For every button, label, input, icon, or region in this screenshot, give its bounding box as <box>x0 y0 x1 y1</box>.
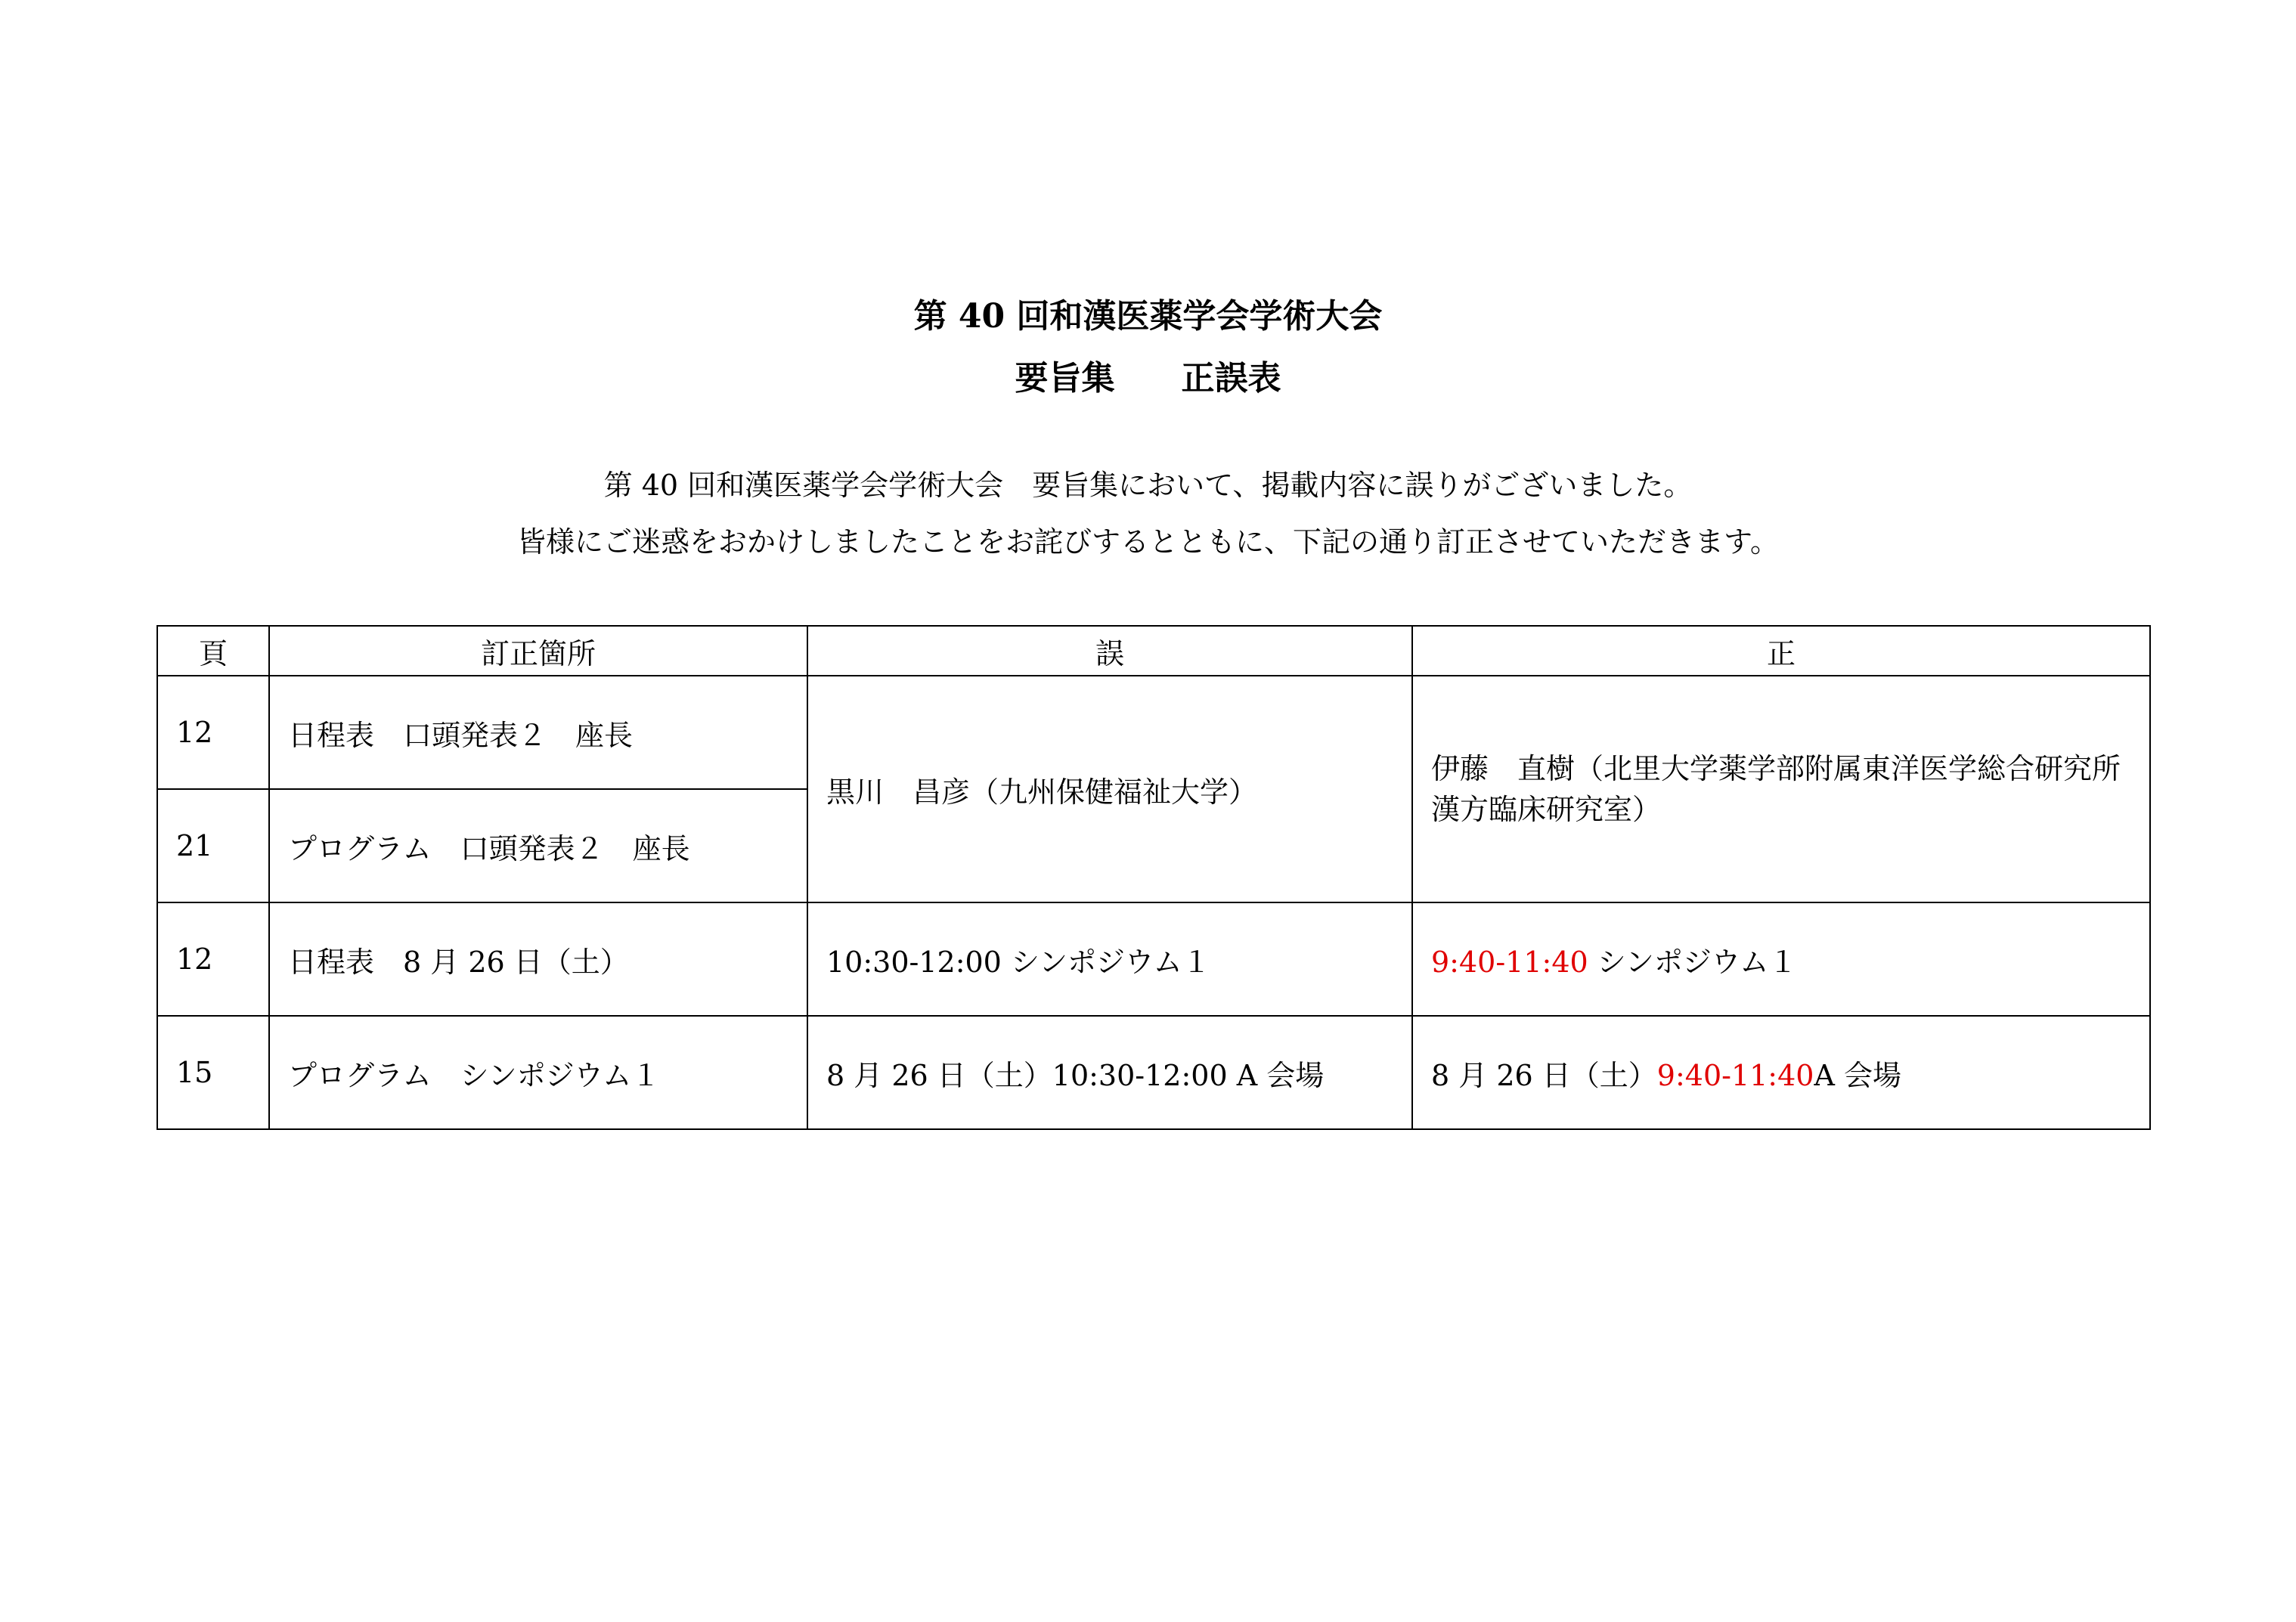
cell-correct <box>1412 902 2150 1016</box>
title-line-1: 第 40 回和漢医薬学会学術大会 <box>913 297 1383 336</box>
correct-time-highlight: 9:40-11:40 <box>1431 945 1588 979</box>
correct-text: シンポジウム１ <box>1588 945 1798 979</box>
cell-page: 12 <box>157 676 269 789</box>
cell-wrong: 10:30-12:00 シンポジウム１ <box>807 902 1412 1016</box>
intro-line-1: 第 40 回和漢医薬学会学術大会 要旨集において、掲載内容に誤りがございました。 <box>603 469 1693 502</box>
cell-correct <box>1412 1016 2150 1129</box>
cell-page: 21 <box>157 789 269 902</box>
intro-line-2: 皆様にご迷惑をおかけしましたことをお詫びするとともに、下記の通り訂正させていただきます。 <box>517 525 1779 559</box>
cell-wrong: 黒川 昌彦（九州保健福祉大学） <box>807 676 1412 902</box>
cell-location: 日程表 口頭発表２ 座長 <box>269 676 807 789</box>
cell-location: プログラム シンポジウム１ <box>269 1016 807 1129</box>
table-row <box>157 676 2150 789</box>
header-page: 頁 <box>157 626 269 676</box>
cell-correct: 伊藤 直樹（北里大学薬学部附属東洋医学総合研究所 漢方臨床研究室） <box>1412 676 2150 902</box>
cell-page: 12 <box>157 902 269 1016</box>
header-wrong: 誤 <box>807 626 1412 676</box>
cell-page: 15 <box>157 1016 269 1129</box>
intro-text <box>0 457 2296 571</box>
correct-time-highlight: 9:40-11:40 <box>1656 1058 1814 1092</box>
cell-location: 日程表 8 月 26 日（土） <box>269 902 807 1016</box>
cell-wrong: 8 月 26 日（土）10:30-12:00 A 会場 <box>807 1016 1412 1129</box>
header-correct: 正 <box>1412 626 2150 676</box>
correct-date: 8 月 26 日（土） <box>1431 1058 1657 1092</box>
correct-text: A 会場 <box>1814 1058 1901 1092</box>
errata-table <box>156 625 2151 1130</box>
document-title <box>0 286 2296 410</box>
header-location: 訂正箇所 <box>269 626 807 676</box>
cell-location: プログラム 口頭発表２ 座長 <box>269 789 807 902</box>
table-row <box>157 1016 2150 1129</box>
table-row <box>157 902 2150 1016</box>
title-line-2: 要旨集 正誤表 <box>1015 359 1281 398</box>
table-header-row <box>157 626 2150 676</box>
